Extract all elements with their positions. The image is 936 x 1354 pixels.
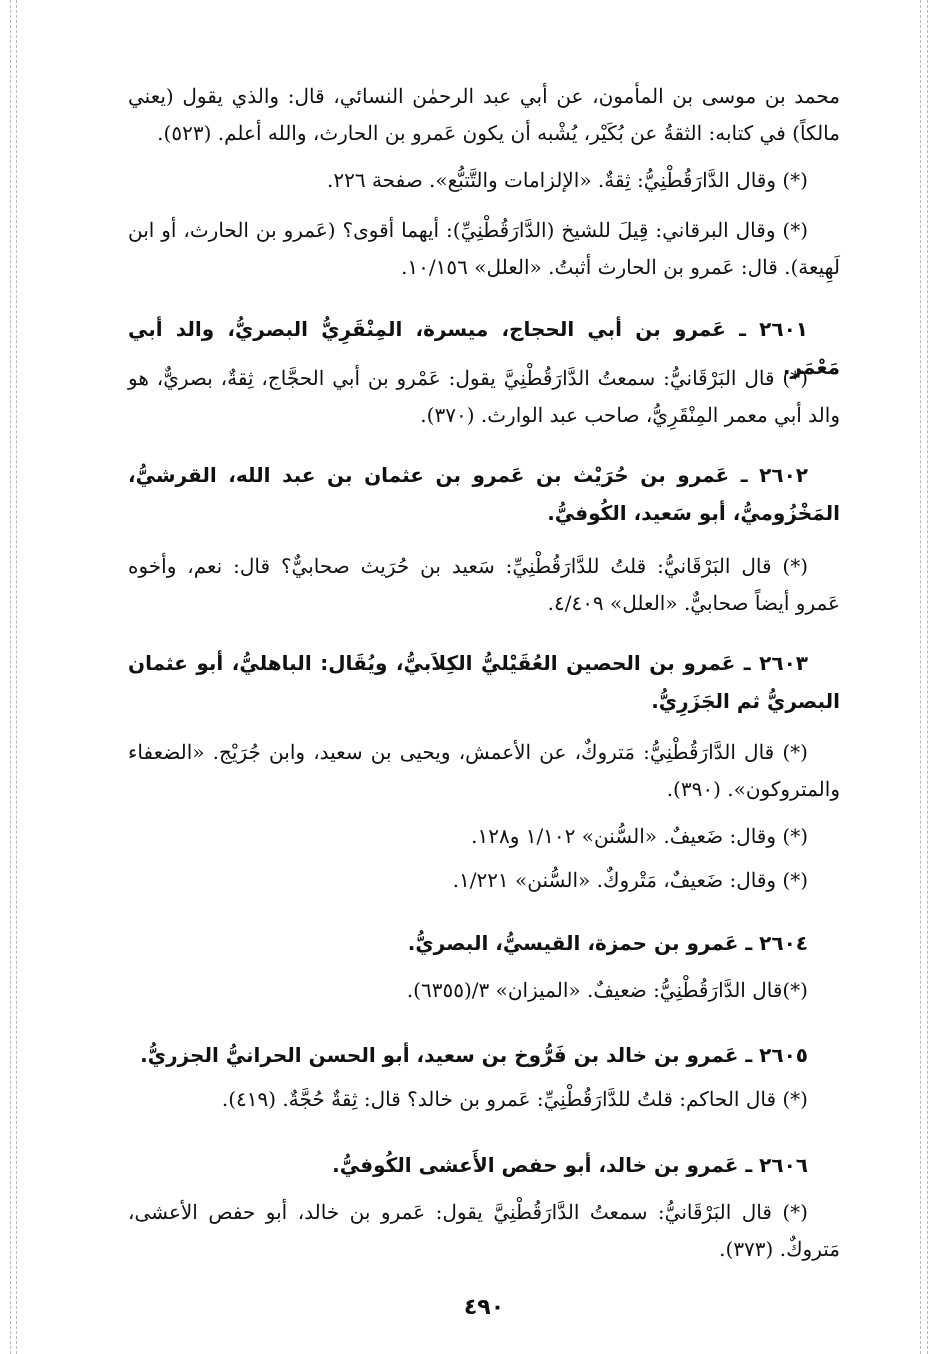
- entry-heading-2602: ٢٦٠٢ ـ عَمرو بن حُرَيْث بن عَمرو بن عثمان بن عبد الله، القرشيُّ، المَخْزُوميُّ، أبو سَعيد، الكُوفيُّ.: [128, 463, 840, 525]
- note-paragraph: (*) قال الحاكم: قلتُ للدَّارَقُطْنِيِّ: عَمرو بن خالد؟ قال: ثِقةٌ حُجَّةٌ. (٤١٩).: [221, 1087, 808, 1111]
- note-paragraph: (*) قال البَرْقَانيُّ: سمعتُ الدَّارَقُطْنِيَّ يقول: عَمرو بن خالد، أبو حفص الأعشى، مَتروكٌ. (٣٧٣).: [128, 1200, 840, 1261]
- note-paragraph: (*) قال البَرْقَانيُّ: قلتُ للدَّارَقُطْنِيِّ: سَعيد بن حُرَيث صحابيٌّ؟ قال: نعم، وأخوه عَمرو أيضاً صحابيٌّ. «العلل» ٤/٤٠٩.: [128, 554, 840, 615]
- right-guide-line-inner: [920, 0, 921, 1354]
- left-guide-line-inner: [16, 0, 17, 1354]
- note-paragraph: (*) وقال الدَّارَقُطْنِيُّ: ثِقةٌ. «الإلزامات والتَّتبُّع». صفحة ٢٢٦.: [327, 168, 808, 192]
- right-guide-line-outer: [927, 0, 928, 1354]
- note-paragraph: (*) وقال: ضَعيفٌ. «السُّنن» ١/١٠٢ و١٢٨.: [471, 824, 808, 848]
- entry-heading-2604: ٢٦٠٤ ـ عَمرو بن حمزة، القيسيُّ، البصريُّ.: [407, 931, 808, 955]
- entry-heading-2605: ٢٦٠٥ ـ عَمرو بن خالد بن فَرُّوخ بن سعيد، أبو الحسن الحرانيُّ الجزريُّ.: [140, 1043, 808, 1067]
- entry-heading-2603: ٢٦٠٣ ـ عَمرو بن الحصين العُقَيْليُّ الكِلاَبيُّ، ويُقَال: الباهليُّ، أبو عثمان البصريُّ ثم الجَزَرِيُّ.: [128, 651, 840, 713]
- entry-heading-2601: ٢٦٠١ ـ عَمرو بن أبي الحجاج، ميسرة، المِنْقَرِيُّ البصريُّ، والد أبي مَعْمَر.: [128, 317, 840, 379]
- page-number: ٤٩٠: [463, 1295, 505, 1320]
- left-guide-line-outer: [10, 0, 11, 1354]
- note-paragraph: (*) وقال: ضَعيفٌ، مَتْروكٌ. «السُّنن» ١/٢٢١.: [452, 868, 808, 892]
- note-paragraph: (*) وقال البرقاني: قِيلَ للشيخ (الدَّارَقُطْنِيِّ): أيهما أقوى؟ (عَمرو بن الحارث، أو ابن لَهِيعة). قال: عَمرو بن الحارث أثبتُ. «العلل» ١٠/١٥٦.: [128, 218, 840, 279]
- document-page: [128, 78, 840, 1328]
- note-paragraph: (*)قال الدَّارَقُطْنِيُّ: ضعيفٌ. «الميزان» ٣/(٦٣٥٥).: [406, 978, 808, 1002]
- note-paragraph: (*) قال الدَّارَقُطْنِيُّ: مَتروكٌ، عن الأعمش، ويحيى بن سعيد، وابن جُرَيْج. «الضعفاء والمتروكون». (٣٩٠).: [128, 740, 840, 801]
- entry-heading-2606: ٢٦٠٦ ـ عَمرو بن خالد، أبو حفص الأَعشى الكُوفيُّ.: [332, 1153, 808, 1177]
- continuation-paragraph: محمد بن موسى بن المأمون، عن أبي عبد الرحمٰن النسائي، قال: والذي يقول (يعني مالكاً) في كتابه: الثقةُ عن بُكَيْر، يُشْبه أن يكون عَمرو بن الحارث، والله أعلم. (٥٢٣).: [128, 84, 840, 145]
- note-paragraph: (*) قال البَرْقَانيُّ: سمعتُ الدَّارَقُطْنِيَّ يقول: عَمْرو بن أبي الحجَّاج، ثِقةٌ، بصريٌّ، هو والد أبي معمر المِنْقَرِيُّ، صاحب عبد الوارث. (٣٧٠).: [128, 366, 840, 427]
